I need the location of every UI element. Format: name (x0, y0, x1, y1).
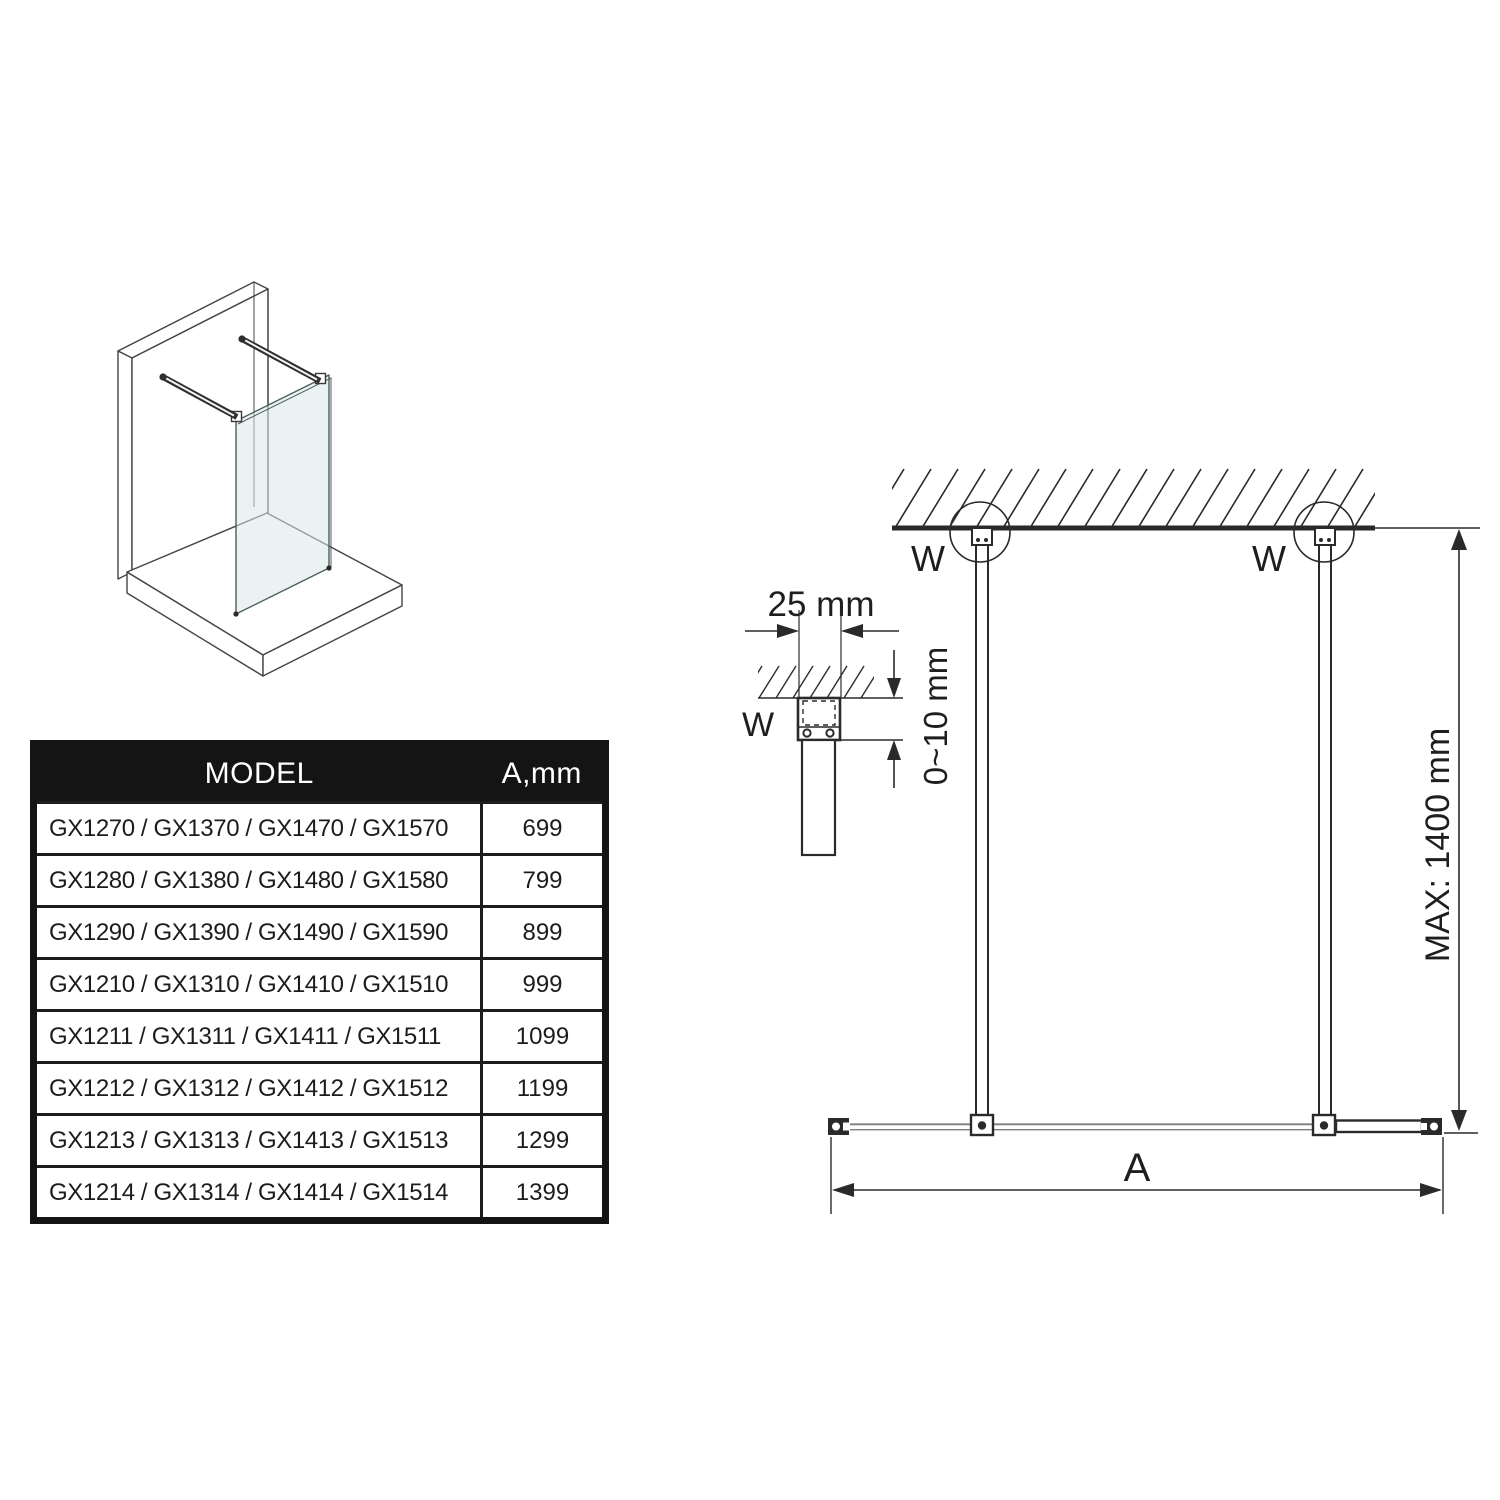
bracket-screw-right (826, 729, 833, 736)
a-mm-cell: 899 (482, 907, 606, 959)
wall-mount-left (972, 528, 992, 545)
detail-wall-hatch (742, 666, 898, 698)
bottom-rod (1336, 1121, 1422, 1133)
bar-bracket-right (1313, 1115, 1335, 1135)
wall-anchor-right-label: W (1252, 538, 1286, 579)
hatch-line (759, 666, 779, 698)
glass-bottom-right-fitting (326, 565, 331, 570)
hatch-line (776, 666, 796, 698)
a-mm-cell: 699 (482, 803, 606, 855)
a-mm-cell: 1299 (482, 1115, 606, 1167)
table-row (34, 959, 606, 1011)
model-cell: GX1211 / GX1311 / GX1411 / GX1511 (34, 1011, 482, 1063)
table-row (34, 1063, 606, 1115)
arrow-left-icon (841, 624, 863, 638)
model-cell: GX1280 / GX1380 / GX1480 / GX1580 (34, 855, 482, 907)
model-cell: GX1213 / GX1313 / GX1413 / GX1513 (34, 1115, 482, 1167)
hatch-line (1327, 469, 1363, 528)
isometric-drawing (90, 260, 450, 680)
arrow-right-icon (1420, 1183, 1442, 1197)
hatch-line (1030, 469, 1066, 528)
installation-diagram (700, 420, 1500, 1220)
table-row (34, 1167, 606, 1221)
model-cell: GX1214 / GX1314 / GX1414 / GX1514 (34, 1167, 482, 1221)
a-mm-cell: 999 (482, 959, 606, 1011)
glass-bottom-left-fitting (233, 611, 238, 616)
a-mm-cell: 1099 (482, 1011, 606, 1063)
hatch-line (1003, 469, 1039, 528)
table-row (34, 1115, 606, 1167)
table-header-row (34, 744, 606, 803)
hatch-line (895, 469, 931, 528)
panel-width-dimension (831, 1137, 1443, 1214)
hatch-line (1084, 469, 1120, 528)
table-row (34, 907, 606, 959)
a-mm-cell: 799 (482, 855, 606, 907)
amm-column-header: A,mm (482, 744, 606, 803)
max-length-label: MAX: 1400 mm (1419, 727, 1457, 963)
bracket-detail-view (742, 585, 954, 855)
hatch-line (810, 666, 830, 698)
hatch-line (1192, 469, 1228, 528)
hatch-line (1057, 469, 1093, 528)
wall-gap-label: 0~10 mm (917, 646, 954, 786)
hatch-line (1354, 469, 1390, 528)
arrow-down-icon (887, 678, 901, 698)
bracket-screw-left (803, 729, 810, 736)
model-table (30, 740, 609, 1224)
model-column-header: MODEL (34, 744, 482, 803)
panel-width-label: A (1123, 1146, 1151, 1190)
hatch-line (1138, 469, 1174, 528)
model-cell: GX1212 / GX1312 / GX1412 / GX1512 (34, 1063, 482, 1115)
wall-screw-front (159, 373, 166, 380)
arrow-down-icon (1451, 1110, 1467, 1131)
detail-anchor-label: W (741, 706, 775, 744)
a-mm-cell: 1199 (482, 1063, 606, 1115)
arrow-left-icon (832, 1183, 854, 1197)
table-row (34, 1011, 606, 1063)
glass-plan-view (828, 1115, 1478, 1135)
hatch-line (1246, 469, 1282, 528)
hatch-line (1300, 469, 1336, 528)
model-cell: GX1290 / GX1390 / GX1490 / GX1590 (34, 907, 482, 959)
model-cell: GX1210 / GX1310 / GX1410 / GX1510 (34, 959, 482, 1011)
table-row (34, 855, 606, 907)
bracket-width-label: 25 mm (767, 585, 875, 624)
wall-mount-right (1315, 528, 1335, 545)
hatch-line (1219, 469, 1255, 528)
arrow-up-icon (887, 740, 901, 760)
end-clamp-left (828, 1118, 850, 1135)
arrow-up-icon (1451, 529, 1467, 550)
wall-screw-back (238, 335, 245, 342)
table-row (34, 803, 606, 855)
hatch-line (949, 469, 985, 528)
max-length-dimension (1419, 529, 1467, 1131)
detail-bar (802, 740, 835, 855)
hatch-line (742, 666, 762, 698)
hatch-line (868, 469, 904, 528)
arrow-right-icon (777, 624, 799, 638)
hatch-line (844, 666, 864, 698)
hatch-line (861, 666, 881, 698)
wall-anchor-left-label: W (911, 538, 945, 579)
a-mm-cell: 1399 (482, 1167, 606, 1221)
spec-table-body (34, 803, 606, 1221)
bar-bracket-left (971, 1115, 993, 1135)
hatch-line (1111, 469, 1147, 528)
wall-hatch (868, 469, 1390, 528)
hatch-line (827, 666, 847, 698)
hatch-line (1165, 469, 1201, 528)
support-bar-right (1294, 502, 1354, 1116)
hatch-line (1273, 469, 1309, 528)
wall-left-edge (118, 351, 132, 579)
end-clamp-right (1421, 1118, 1442, 1135)
support-bar-left (950, 502, 1010, 1116)
hatch-line (793, 666, 813, 698)
model-cell: GX1270 / GX1370 / GX1470 / GX1570 (34, 803, 482, 855)
